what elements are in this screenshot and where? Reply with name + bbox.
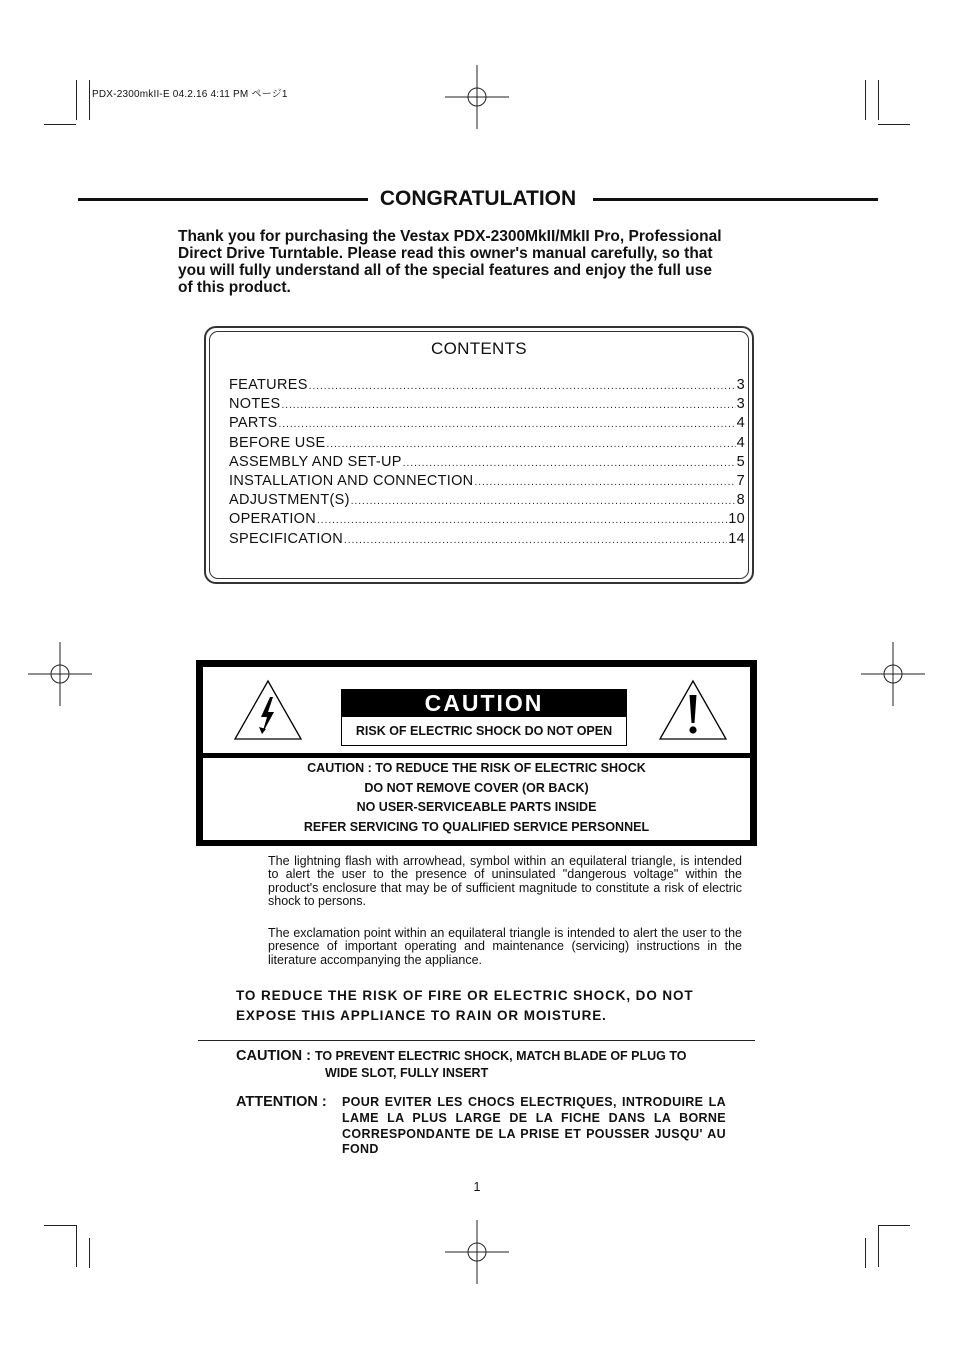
section-heading — [78, 185, 878, 213]
page-number: 1 — [473, 1180, 481, 1194]
divider — [198, 1040, 755, 1041]
contents-title: CONTENTS — [431, 339, 527, 358]
toc-entry-page: 10 — [728, 511, 745, 528]
registration-mark-icon — [28, 642, 92, 706]
toc-entry[interactable] — [229, 435, 745, 454]
caution-line: CAUTION : TO REDUCE THE RISK OF ELECTRIC SHOCK — [307, 761, 646, 775]
intro-line: Thank you for purchasing the Vestax PDX-2300MkII/MkII Pro, Professional — [178, 228, 722, 245]
toc-entry[interactable] — [229, 531, 745, 550]
toc-entry[interactable] — [229, 415, 745, 434]
toc-entry-page: 7 — [736, 472, 745, 489]
toc-entry-title: INSTALLATION AND CONNECTION — [229, 472, 474, 489]
caution-text-block — [203, 758, 750, 840]
toc-entry-title: SPECIFICATION — [229, 530, 344, 547]
toc-entry[interactable] — [229, 454, 745, 473]
exclamation-warning-icon — [658, 679, 728, 741]
toc-entry-title: FEATURES — [229, 377, 308, 393]
plug-attention-label: ATTENTION : — [236, 1094, 327, 1110]
plug-caution — [236, 1047, 726, 1082]
toc-entry-page: 3 — [736, 396, 745, 413]
caution-label-title: CAUTION — [342, 690, 626, 717]
toc-entry[interactable] — [229, 396, 745, 415]
fire-warning — [236, 986, 726, 1025]
plug-attention — [236, 1094, 726, 1158]
registration-mark-icon — [861, 642, 925, 706]
toc-entry-page: 4 — [736, 415, 745, 432]
toc-entry-title: ASSEMBLY AND SET-UP — [229, 453, 402, 470]
intro-line: of this product. — [178, 279, 291, 296]
exclamation-explanation: The exclamation point within an equilateral triangle is intended to alert the user to the presence of important operating and maintenance (servicing) instructions in the literature accompanying the appliance. — [268, 926, 742, 967]
heading-text: CONGRATULATION — [377, 187, 579, 210]
contents-box — [204, 326, 754, 584]
fire-warning-line: EXPOSE THIS APPLIANCE TO RAIN OR MOISTURE. — [236, 1007, 607, 1023]
registration-mark-icon — [445, 1220, 509, 1284]
toc-entry[interactable] — [229, 377, 745, 396]
table-of-contents — [229, 377, 745, 550]
toc-entry-page: 5 — [736, 453, 745, 470]
caution-line: DO NOT REMOVE COVER (OR BACK) — [364, 780, 589, 795]
intro-line: you will fully understand all of the special features and enjoy the full use — [178, 262, 712, 279]
intro-paragraph — [178, 228, 788, 296]
caution-label — [341, 689, 627, 746]
plug-caution-label: CAUTION : — [236, 1048, 315, 1064]
lightning-warning-icon — [233, 679, 303, 741]
toc-entry-page: 3 — [736, 377, 745, 393]
toc-entry-page: 8 — [736, 492, 745, 509]
toc-entry[interactable] — [229, 492, 745, 511]
plug-attention-text: POUR EVITER LES CHOCS ELECTRIQUES, INTRODUIRE LA LAME LA PLUS LARGE DE LA FICHE DANS LA BORNE CORRESPONDANTE DE LA PRISE ET POUSSER JUSQU' AU FOND — [342, 1095, 726, 1157]
toc-entry-page: 4 — [736, 434, 745, 451]
print-slug: PDX-2300mkII-E 04.2.16 4:11 PM ページ1 — [92, 89, 288, 100]
toc-entry-page: 14 — [728, 530, 745, 547]
toc-entry-title: OPERATION — [229, 511, 317, 528]
caution-symbols-row — [203, 667, 750, 753]
caution-panel — [196, 660, 757, 846]
registration-mark-icon — [445, 65, 509, 129]
toc-entry-title: BEFORE USE — [229, 434, 326, 451]
caution-line: NO USER-SERVICEABLE PARTS INSIDE — [356, 800, 597, 815]
lightning-explanation: The lightning flash with arrowhead, symbol within an equilateral triangle, is intended to alert the user to the presence of uninsulated "dangerous voltage" within the product's enclosure that may be of sufficient magnitude to constitute a risk of electric shock to persons. — [268, 854, 742, 909]
caution-label-subtitle: RISK OF ELECTRIC SHOCK DO NOT OPEN — [355, 724, 613, 738]
plug-caution-text: TO PREVENT ELECTRIC SHOCK, MATCH BLADE OF PLUG TO — [314, 1049, 687, 1063]
toc-entry-title: ADJUSTMENT(S) — [229, 492, 350, 509]
intro-line: Direct Drive Turntable. Please read this owner's manual carefully, so that — [178, 245, 713, 262]
toc-entry-title: PARTS — [229, 415, 278, 432]
plug-caution-text: WIDE SLOT, FULLY INSERT — [325, 1066, 489, 1080]
toc-entry[interactable] — [229, 511, 745, 530]
fire-warning-line: TO REDUCE THE RISK OF FIRE OR ELECTRIC SHOCK, DO NOT — [236, 988, 694, 1003]
toc-entry-title: NOTES — [229, 396, 281, 413]
caution-line: REFER SERVICING TO QUALIFIED SERVICE PERSONNEL — [303, 820, 650, 835]
toc-entry[interactable] — [229, 473, 745, 492]
